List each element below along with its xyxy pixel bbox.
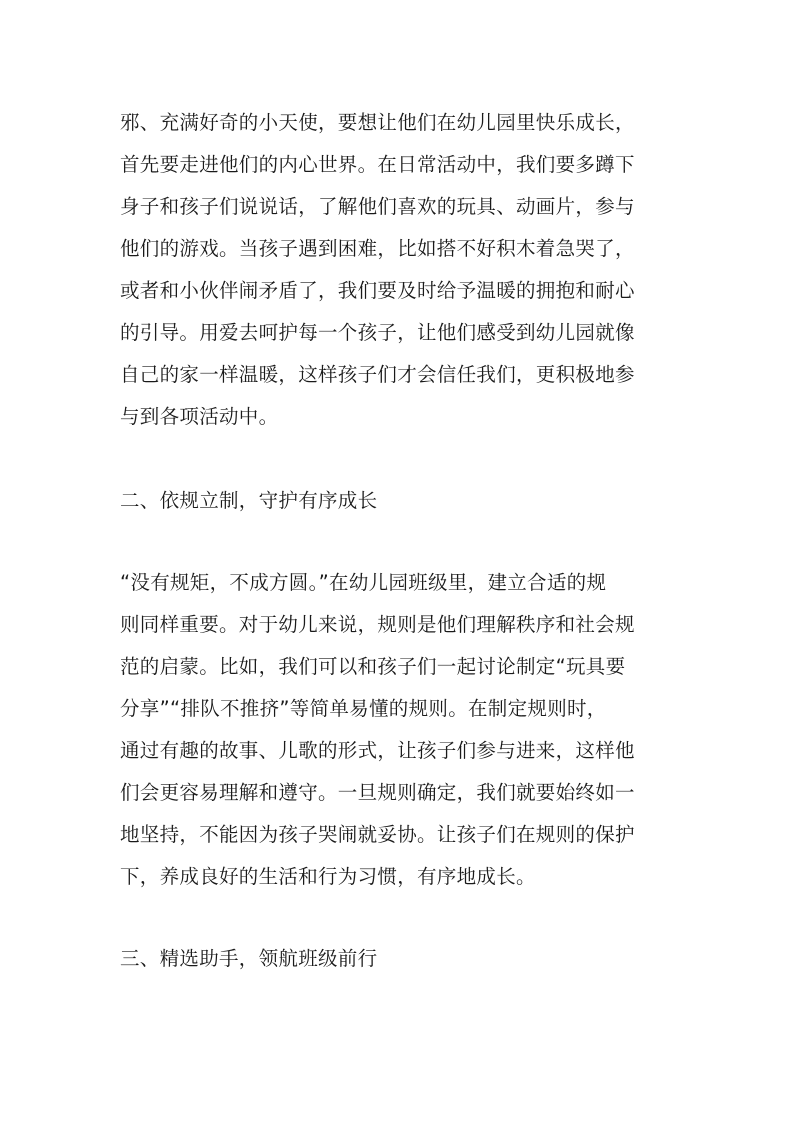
section-heading-3: 三、精选助手，领航班级前行 (120, 947, 378, 970)
paragraph-2-line: 分享”“排队不推挤”等简单易懂的规则。在制定规则时， (120, 697, 607, 720)
paragraph-2-line: 下，养成良好的生活和行为习惯，有序地成长。 (120, 865, 536, 888)
paragraph-2-line: 范的启蒙。比如，我们可以和孩子们一起讨论制定“玩具要 (120, 655, 626, 678)
paragraph-2-line: 们会更容易理解和遵守。一旦规则确定，我们就要始终如一 (120, 781, 635, 804)
paragraph-2-line: 则同样重要。对于幼儿来说，规则是他们理解秩序和社会规 (120, 613, 635, 636)
paragraph-1-line: 的引导。用爱去呵护每一个孩子，让他们感受到幼儿园就像 (120, 321, 635, 344)
paragraph-1-line: 邪、充满好奇的小天使，要想让他们在幼儿园里快乐成长， (120, 111, 635, 134)
section-heading-2: 二、依规立制，守护有序成长 (120, 489, 378, 512)
paragraph-2-line: 地坚持，不能因为孩子哭闹就妥协。让孩子们在规则的保护 (120, 823, 635, 846)
paragraph-2-line: 通过有趣的故事、儿歌的形式，让孩子们参与进来，这样他 (120, 739, 635, 762)
paragraph-1-line: 自己的家一样温暖，这样孩子们才会信任我们，更积极地参 (120, 363, 635, 386)
paragraph-1-line: 或者和小伙伴闹矛盾了，我们要及时给予温暖的拥抱和耐心 (120, 279, 635, 302)
paragraph-1-line: 与到各项活动中。 (120, 405, 279, 428)
paragraph-2-line: “没有规矩，不成方圆。”在幼儿园班级里，建立合适的规 (120, 571, 607, 594)
paragraph-1-line: 他们的游戏。当孩子遇到困难，比如搭不好积木着急哭了， (120, 237, 635, 260)
paragraph-1-line: 首先要走进他们的内心世界。在日常活动中，我们要多蹲下 (120, 153, 635, 176)
paragraph-1-line: 身子和孩子们说说话，了解他们喜欢的玩具、动画片，参与 (120, 195, 635, 218)
